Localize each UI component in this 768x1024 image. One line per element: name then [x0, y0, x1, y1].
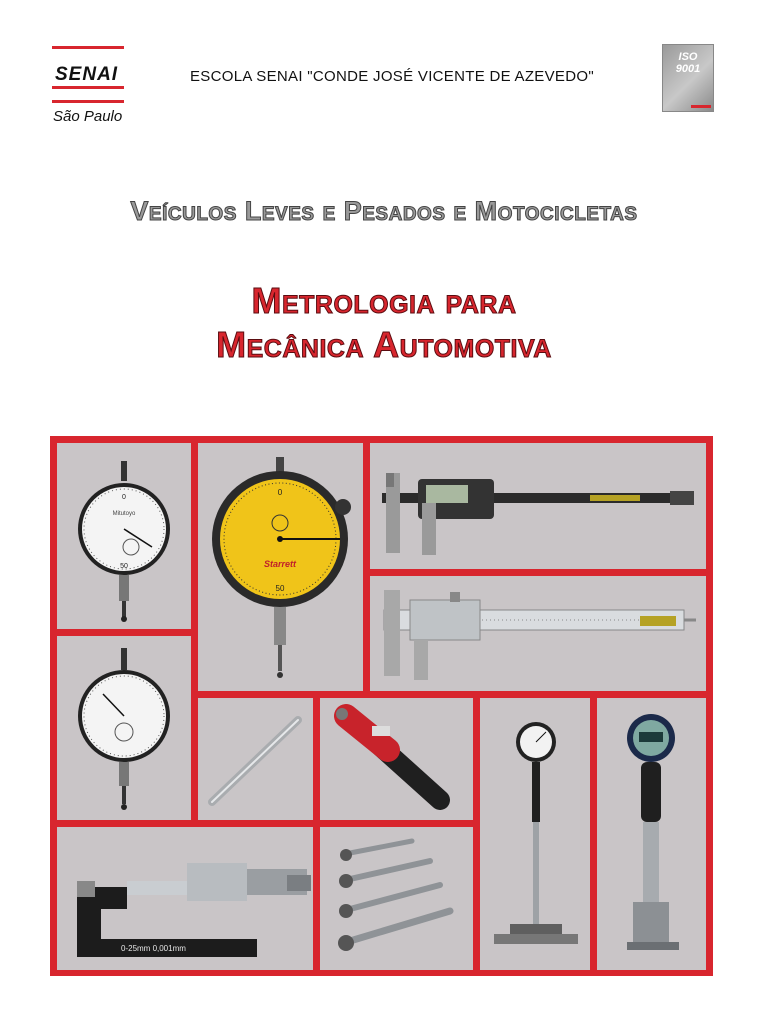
starrett-tick-0: 0: [277, 488, 283, 497]
iso-badge-line1: ISO: [678, 51, 698, 63]
iso-badge-line2: 9001: [675, 63, 701, 75]
digital-bore-gauge-illustration: [597, 698, 706, 970]
dial-brand: Mitutoyo: [112, 511, 136, 517]
dial-indicator-2-photo: [57, 636, 191, 820]
starrett-brand: Starrett: [263, 559, 297, 569]
micrometer-photo: [57, 827, 313, 970]
extension-bar-photo: [198, 698, 313, 820]
vernier-caliper-illustration: [370, 576, 706, 691]
digital-caliper-photo: [370, 443, 706, 569]
vernier-caliper-photo: [370, 576, 706, 691]
iso-9001-badge: [662, 44, 714, 112]
torque-wrench-set-photo: [320, 827, 473, 970]
torque-wrench-photo: [320, 698, 473, 820]
micrometer-illustration: [57, 827, 313, 970]
micrometer-range-label: 0-25mm 0,001mm: [121, 944, 186, 953]
title-line2: Mecânica Automotiva: [216, 324, 552, 365]
dial-tick-50: 50: [120, 563, 128, 570]
dial-indicator-illustration: [57, 443, 191, 629]
digital-caliper-illustration: [370, 443, 706, 569]
logo-rule-mid: [52, 86, 124, 89]
torque-wrench-illustration: [320, 698, 473, 820]
dial-indicator-2-illustration: [57, 636, 191, 820]
logo-subtext: São Paulo: [53, 108, 123, 125]
logo-rule-bottom: [52, 100, 124, 103]
logo-rule-top: [52, 46, 124, 49]
starrett-tick-50: 50: [275, 584, 285, 593]
instrument-collage: [50, 436, 713, 976]
dial-tick-0: 0: [122, 494, 126, 501]
course-subtitle: Veículos Leves e Pesados e Motocicletas: [130, 196, 638, 226]
senai-logo-text: SENAI: [55, 64, 119, 85]
bore-gauge-photo: [480, 698, 590, 970]
digital-bore-gauge-photo: [597, 698, 706, 970]
starrett-dial-illustration: [198, 443, 363, 691]
torque-wrench-set-illustration: [320, 827, 473, 970]
bore-gauge-illustration: [480, 698, 590, 970]
extension-bar-illustration: [198, 698, 313, 820]
dial-indicator-photo: [57, 443, 191, 629]
starrett-dial-photo: [198, 443, 363, 691]
school-name: ESCOLA SENAI "CONDE JOSÉ VICENTE DE AZEVEDO": [190, 68, 594, 85]
iso-badge-accent: [691, 105, 711, 108]
title-line1: Metrologia para: [251, 280, 517, 321]
